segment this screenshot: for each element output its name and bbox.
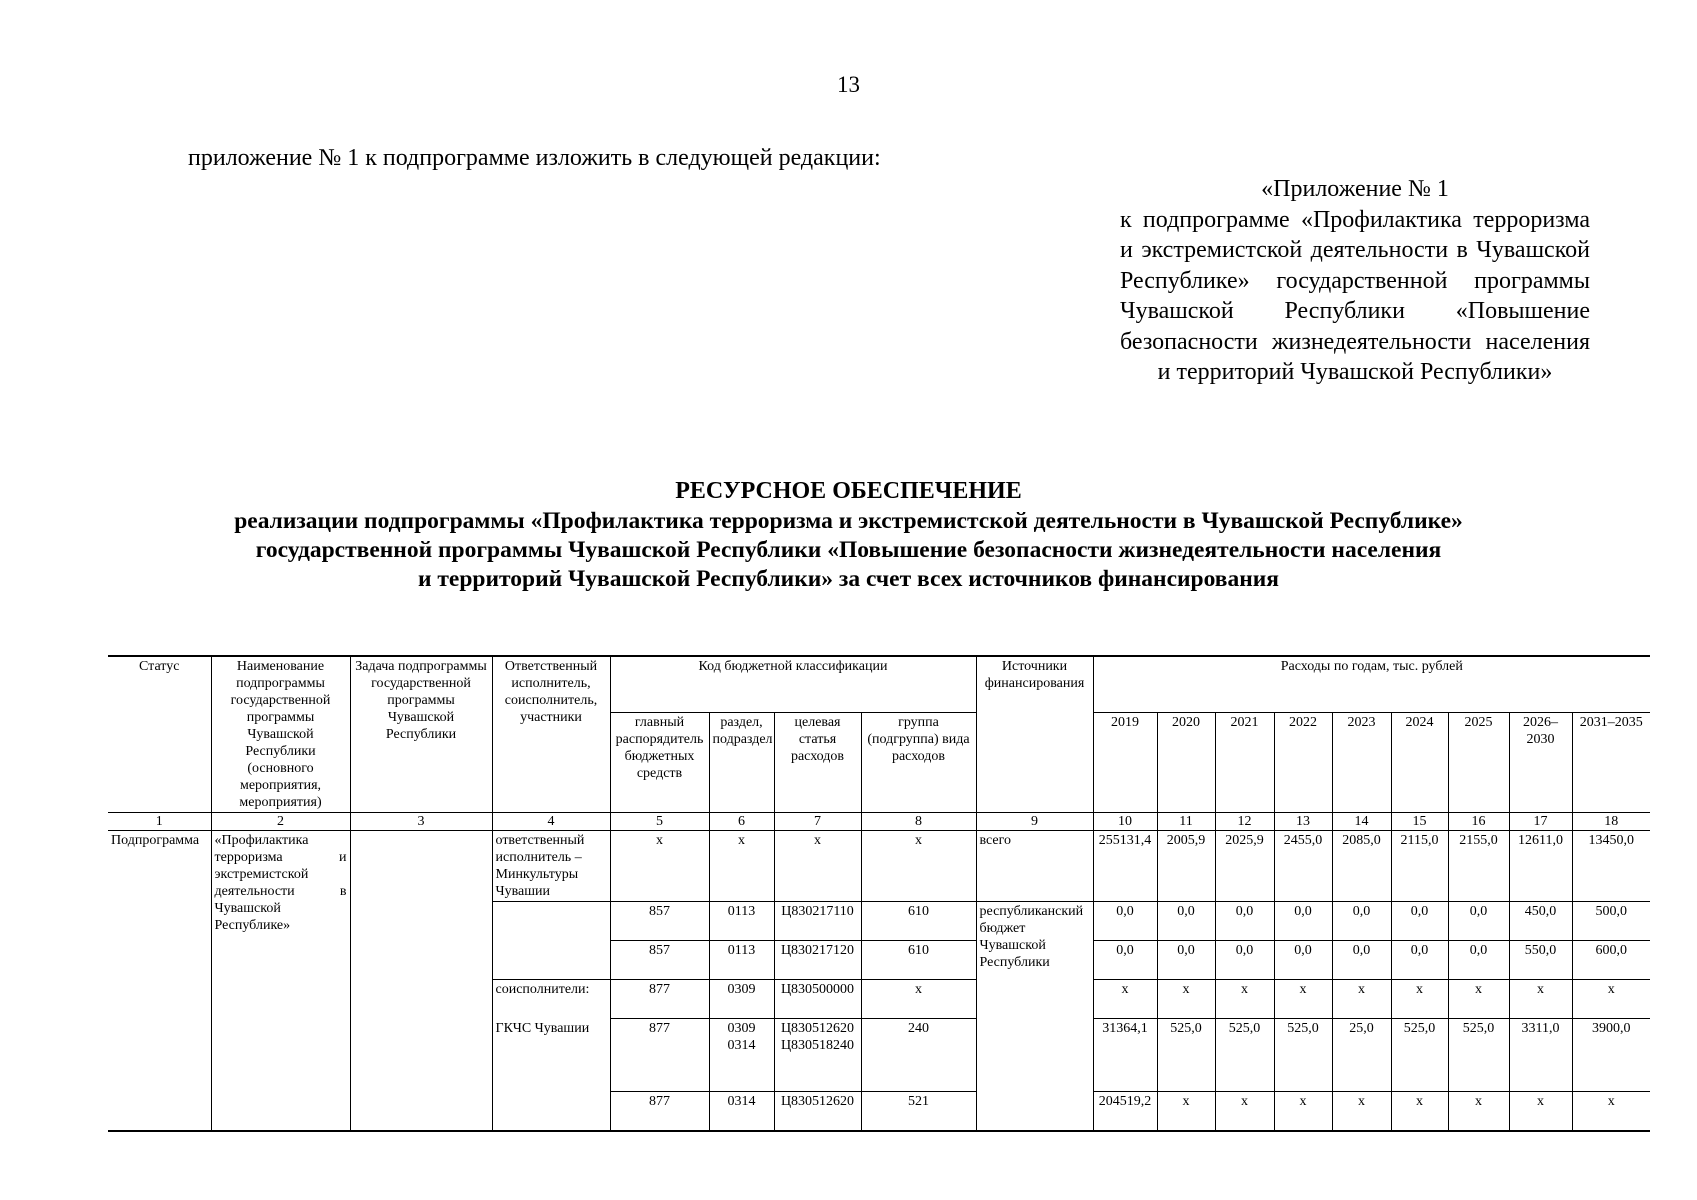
header-code-grbs: главный распорядитель бюджетных средств — [610, 713, 709, 813]
value-cell: 25,0 — [1332, 1019, 1391, 1092]
column-number: 12 — [1215, 813, 1274, 831]
column-number: 13 — [1274, 813, 1332, 831]
value-cell: 255131,4 — [1093, 831, 1157, 902]
header-budget-code: Код бюджетной классификации — [610, 656, 976, 713]
code-group: 521 — [861, 1092, 976, 1132]
value-cell: 0,0 — [1332, 941, 1391, 980]
source-cell: республиканский бюджет Чувашской Республики — [976, 902, 1093, 1132]
table-row — [108, 831, 1650, 902]
value-cell: 525,0 — [1274, 1019, 1332, 1092]
name-cell: «Профилактика терроризма и экстремистской деятельности в Чувашской Республике» — [211, 831, 350, 1132]
header-year: 2021 — [1215, 713, 1274, 813]
code-grbs: 857 — [610, 902, 709, 941]
heading-line-2: реализации подпрограммы «Профилактика терроризма и экстремистской деятельности в Чувашской Республике» — [234, 508, 1463, 534]
value-cell: х — [1215, 980, 1274, 1019]
value-cell: х — [1448, 1092, 1509, 1132]
source-cell: всего — [976, 831, 1093, 902]
code-grbs: 857 — [610, 941, 709, 980]
value-cell: 0,0 — [1274, 902, 1332, 941]
value-cell: 600,0 — [1572, 941, 1650, 980]
value-cell: х — [1332, 1092, 1391, 1132]
value-cell: 0,0 — [1332, 902, 1391, 941]
appendix-body: к подпрограмме «Профилактика терроризма и экстремистской деятельности в Чувашской Республике» государственной программы Чувашской Республики «Повышение безопасности жизнедеятельности населения и территорий Чувашской Республики» — [1120, 206, 1590, 385]
heading-title: РЕСУРСНОЕ ОБЕСПЕЧЕНИЕ — [675, 478, 1022, 504]
value-cell: 2025,9 — [1215, 831, 1274, 902]
value-cell: 2455,0 — [1274, 831, 1332, 902]
value-cell: х — [1509, 1092, 1572, 1132]
value-cell: 204519,2 — [1093, 1092, 1157, 1132]
code-section: 0113 — [709, 902, 774, 941]
value-cell: х — [1332, 980, 1391, 1019]
column-number: 9 — [976, 813, 1093, 831]
value-cell: 0,0 — [1448, 902, 1509, 941]
value-cell: 3900,0 — [1572, 1019, 1650, 1092]
header-name: Наименование подпрограммы государственной программы Чувашской Республики (основного мероприятия, мероприятия) — [211, 656, 350, 813]
code-target: Ц830512620 Ц830518240 — [774, 1019, 861, 1092]
column-number: 2 — [211, 813, 350, 831]
column-number: 1 — [108, 813, 211, 831]
value-cell: х — [1509, 980, 1572, 1019]
code-target: Ц830217110 — [774, 902, 861, 941]
header-task: Задача подпрограммы государственной программы Чувашской Республики — [350, 656, 492, 813]
value-cell: х — [1448, 980, 1509, 1019]
header-year: 2031–2035 — [1572, 713, 1650, 813]
column-number: 10 — [1093, 813, 1157, 831]
value-cell: х — [1391, 1092, 1448, 1132]
heading-line-4: и территорий Чувашской Республики» за счет всех источников финансирования — [417, 566, 1280, 592]
value-cell: х — [1157, 1092, 1215, 1132]
header-responsible: Ответственный исполнитель, соисполнитель, участники — [492, 656, 610, 813]
value-cell: 0,0 — [1274, 941, 1332, 980]
code-grbs: 877 — [610, 1019, 709, 1092]
column-number: 6 — [709, 813, 774, 831]
column-number: 8 — [861, 813, 976, 831]
column-numbers-row — [108, 813, 1650, 831]
value-cell: 0,0 — [1391, 902, 1448, 941]
code-target: Ц830500000 — [774, 980, 861, 1019]
code-grbs: 877 — [610, 1092, 709, 1132]
value-cell: 0,0 — [1157, 941, 1215, 980]
page-number: 13 — [837, 72, 860, 97]
value-cell: 3311,0 — [1509, 1019, 1572, 1092]
value-cell: 2085,0 — [1332, 831, 1391, 902]
header-year: 2023 — [1332, 713, 1391, 813]
column-number: 5 — [610, 813, 709, 831]
code-grbs: 877 — [610, 980, 709, 1019]
value-cell: 525,0 — [1157, 1019, 1215, 1092]
code-target: х — [774, 831, 861, 902]
value-cell: 525,0 — [1391, 1019, 1448, 1092]
value-cell: 13450,0 — [1572, 831, 1650, 902]
column-number: 15 — [1391, 813, 1448, 831]
value-cell: х — [1572, 980, 1650, 1019]
column-number: 11 — [1157, 813, 1215, 831]
value-cell: 500,0 — [1572, 902, 1650, 941]
value-cell: 0,0 — [1093, 941, 1157, 980]
status-cell: Подпрограмма — [108, 831, 211, 1132]
code-section: 0309 — [709, 980, 774, 1019]
value-cell: х — [1093, 980, 1157, 1019]
value-cell: х — [1157, 980, 1215, 1019]
responsible-cell-continued — [492, 902, 610, 980]
header-code-section: раздел, подраздел — [709, 713, 774, 813]
column-number: 18 — [1572, 813, 1650, 831]
header-status: Статус — [108, 656, 211, 813]
code-grbs: х — [610, 831, 709, 902]
appendix-title: «Приложение № 1 — [1261, 176, 1449, 202]
header-year: 2026–2030 — [1509, 713, 1572, 813]
header-code-group: группа (подгруппа) вида расходов — [861, 713, 976, 813]
value-cell: х — [1572, 1092, 1650, 1132]
value-cell: 2115,0 — [1391, 831, 1448, 902]
header-year: 2022 — [1274, 713, 1332, 813]
code-target: Ц830217120 — [774, 941, 861, 980]
value-cell: 0,0 — [1157, 902, 1215, 941]
code-section: 0309 0314 — [709, 1019, 774, 1092]
value-cell: 0,0 — [1448, 941, 1509, 980]
header-year: 2025 — [1448, 713, 1509, 813]
code-group: 610 — [861, 941, 976, 980]
value-cell: 12611,0 — [1509, 831, 1572, 902]
code-section: х — [709, 831, 774, 902]
responsible-cell: соисполнители: — [492, 980, 610, 1019]
task-cell — [350, 831, 492, 1132]
header-code-target: целевая статья расходов — [774, 713, 861, 813]
value-cell: х — [1274, 1092, 1332, 1132]
header-year: 2024 — [1391, 713, 1448, 813]
code-section: 0314 — [709, 1092, 774, 1132]
heading-line-3: государственной программы Чувашской Республики «Повышение безопасности жизнедеятельности населения — [255, 537, 1442, 563]
column-number: 3 — [350, 813, 492, 831]
value-cell: 0,0 — [1215, 902, 1274, 941]
value-cell: 0,0 — [1391, 941, 1448, 980]
document-heading — [0, 476, 1697, 594]
value-cell: 525,0 — [1448, 1019, 1509, 1092]
value-cell: 2155,0 — [1448, 831, 1509, 902]
header-year: 2020 — [1157, 713, 1215, 813]
value-cell: 0,0 — [1215, 941, 1274, 980]
column-number: 17 — [1509, 813, 1572, 831]
intro-text: приложение № 1 к подпрограмме изложить в следующей редакции: — [188, 145, 881, 171]
code-group: 610 — [861, 902, 976, 941]
code-group: х — [861, 980, 976, 1019]
header-year: 2019 — [1093, 713, 1157, 813]
value-cell: 2005,9 — [1157, 831, 1215, 902]
resource-table — [108, 655, 1650, 1132]
value-cell: 450,0 — [1509, 902, 1572, 941]
code-group: х — [861, 831, 976, 902]
code-group: 240 — [861, 1019, 976, 1092]
header-expenses: Расходы по годам, тыс. рублей — [1093, 656, 1650, 713]
column-number: 16 — [1448, 813, 1509, 831]
value-cell: х — [1391, 980, 1448, 1019]
responsible-cell: ГКЧС Чувашии — [492, 1019, 610, 1132]
column-number: 4 — [492, 813, 610, 831]
header-row-1 — [108, 656, 1650, 713]
value-cell: х — [1274, 980, 1332, 1019]
responsible-cell: ответственный исполнитель – Минкультуры Чувашии — [492, 831, 610, 902]
value-cell: 0,0 — [1093, 902, 1157, 941]
code-target: Ц830512620 — [774, 1092, 861, 1132]
code-section: 0113 — [709, 941, 774, 980]
column-number: 7 — [774, 813, 861, 831]
value-cell: х — [1215, 1092, 1274, 1132]
column-number: 14 — [1332, 813, 1391, 831]
appendix-block — [1120, 174, 1590, 388]
value-cell: 31364,1 — [1093, 1019, 1157, 1092]
value-cell: 550,0 — [1509, 941, 1572, 980]
value-cell: 525,0 — [1215, 1019, 1274, 1092]
header-sources: Источники финансирования — [976, 656, 1093, 813]
